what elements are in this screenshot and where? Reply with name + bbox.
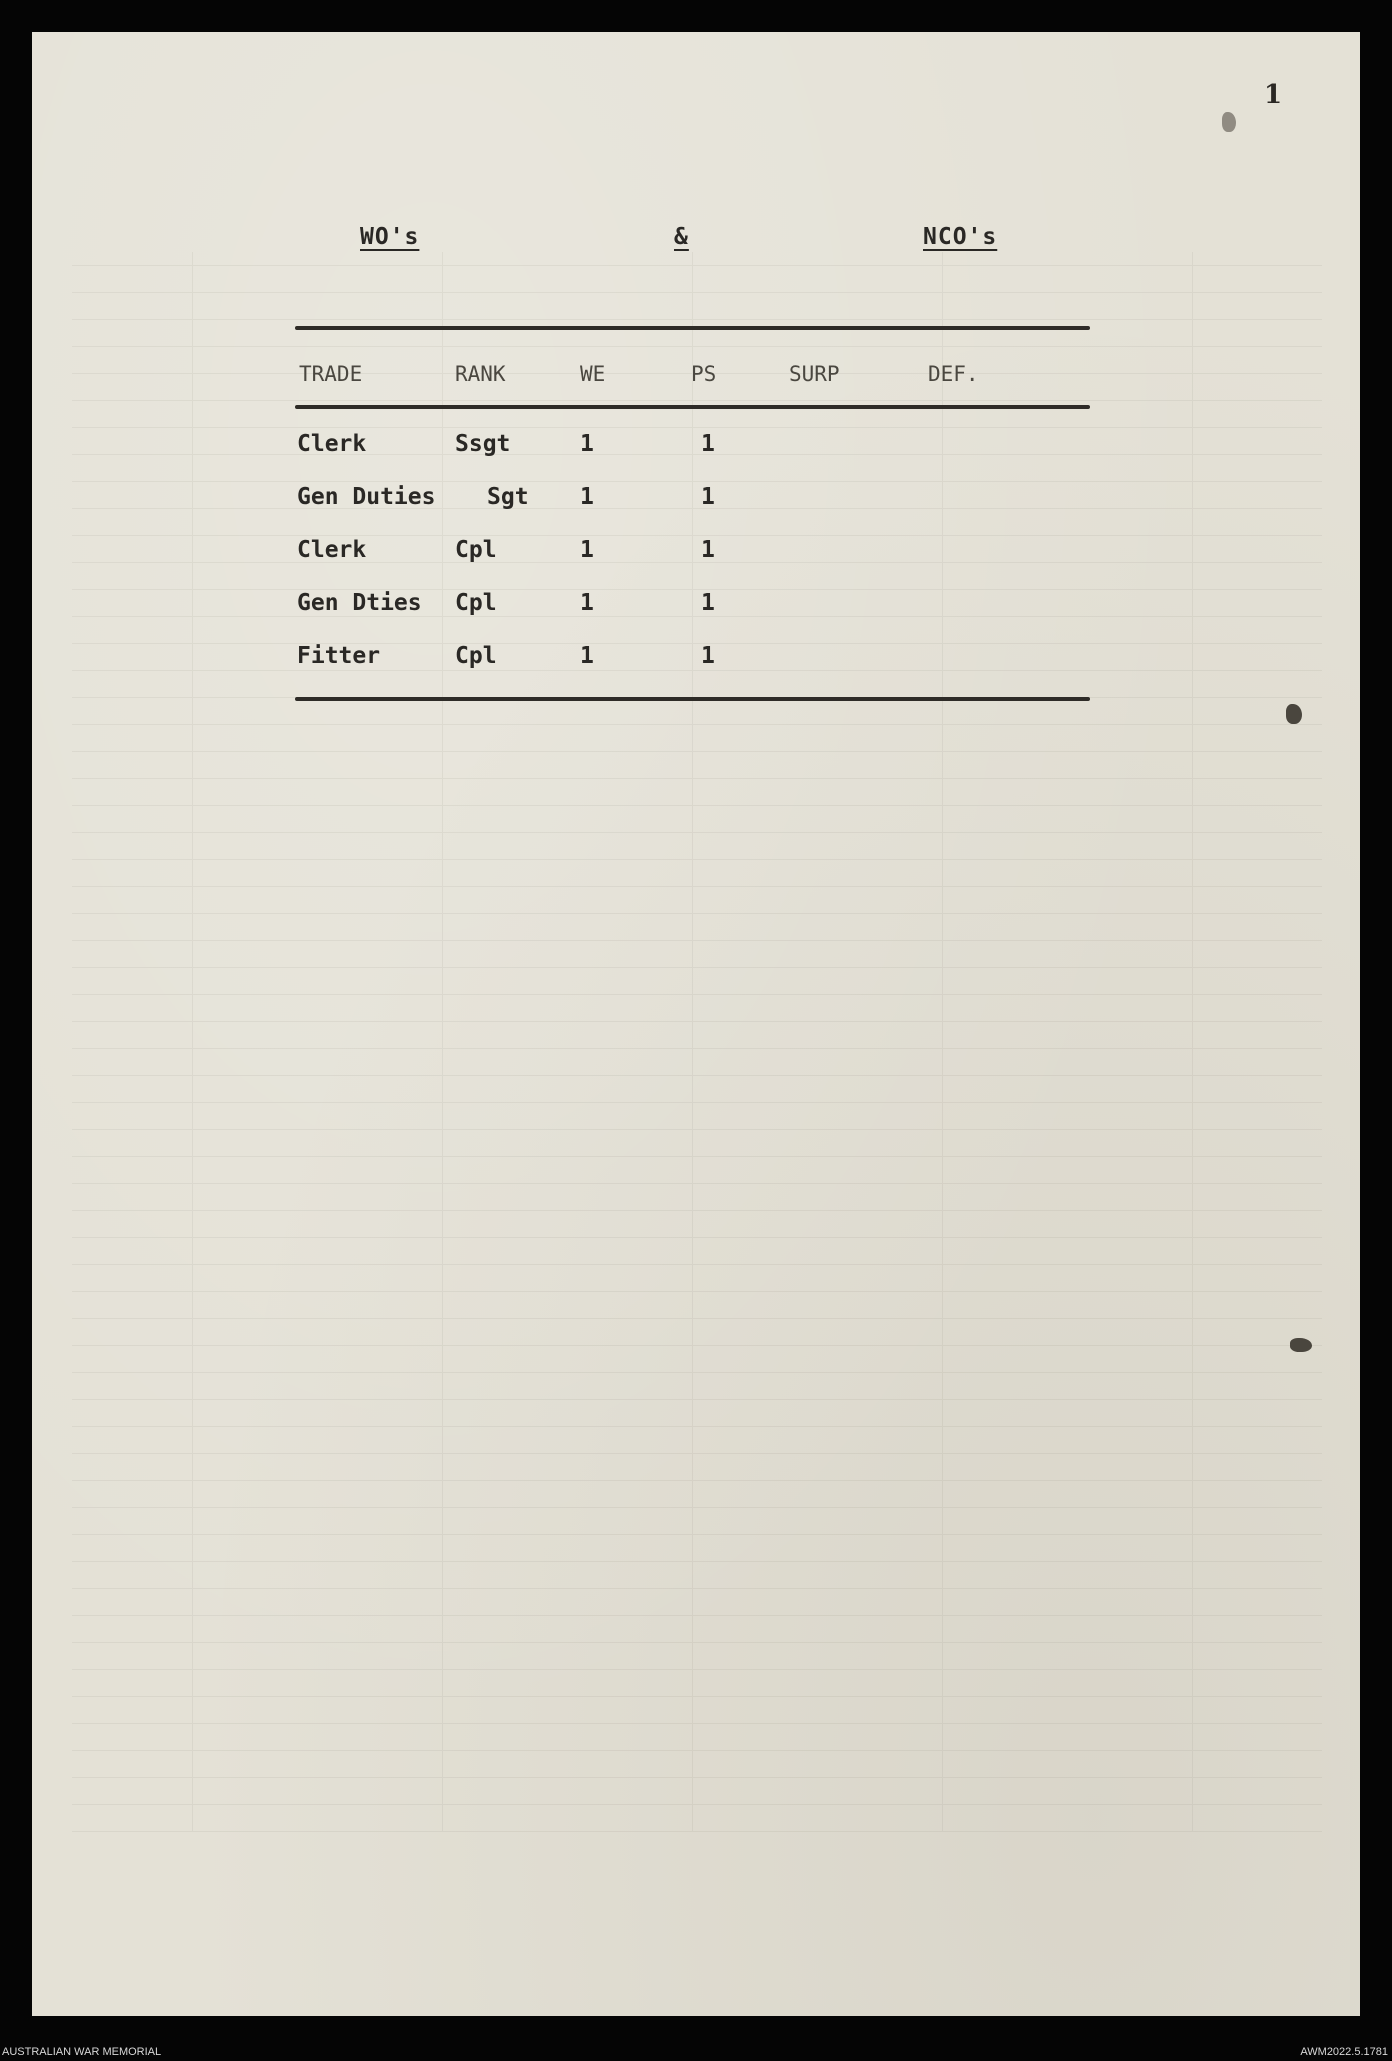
reference-caption: AWM2022.5.1781 (1300, 2046, 1388, 2058)
row-5-we: 1 (580, 643, 594, 669)
row-2-trade: Gen Duties (297, 484, 436, 510)
punch-hole (1286, 704, 1302, 724)
row-1-we: 1 (580, 431, 594, 457)
document-page (32, 32, 1360, 2016)
row-3-trade: Clerk (297, 537, 367, 563)
table-bottom-rule (295, 697, 1090, 701)
column-header-trade: TRADE (299, 362, 363, 386)
row-1-trade: Clerk (297, 431, 367, 457)
heading-ampersand: & (674, 224, 689, 250)
column-header-surp: SURP (789, 362, 840, 386)
row-2-ps: 1 (701, 484, 715, 510)
row-4-ps: 1 (701, 590, 715, 616)
heading-wos: WO's (360, 224, 420, 250)
row-5-trade: Fitter (297, 643, 381, 669)
heading-ncos: NCO's (923, 224, 998, 250)
table-top-rule (295, 326, 1090, 330)
column-header-we: WE (580, 362, 606, 386)
column-header-def: DEF. (928, 362, 979, 386)
paper-mark (1222, 112, 1236, 132)
row-1-rank: Ssgt (455, 431, 511, 457)
column-header-ps: PS (691, 362, 717, 386)
punch-hole (1290, 1338, 1312, 1352)
row-4-rank: Cpl (455, 590, 497, 616)
institution-caption: AUSTRALIAN WAR MEMORIAL (2, 2046, 162, 2058)
row-3-rank: Cpl (455, 537, 497, 563)
row-2-we: 1 (580, 484, 594, 510)
column-header-rank: RANK (455, 362, 506, 386)
row-5-rank: Cpl (455, 643, 497, 669)
row-5-ps: 1 (701, 643, 715, 669)
page-number: 1 (1264, 80, 1283, 110)
table-header-rule (295, 405, 1090, 409)
row-4-we: 1 (580, 590, 594, 616)
row-3-we: 1 (580, 537, 594, 563)
reverse-bleed-through (72, 252, 1322, 1832)
row-1-ps: 1 (701, 431, 715, 457)
row-2-rank: Sgt (487, 484, 529, 510)
row-4-trade: Gen Dties (297, 590, 422, 616)
row-3-ps: 1 (701, 537, 715, 563)
